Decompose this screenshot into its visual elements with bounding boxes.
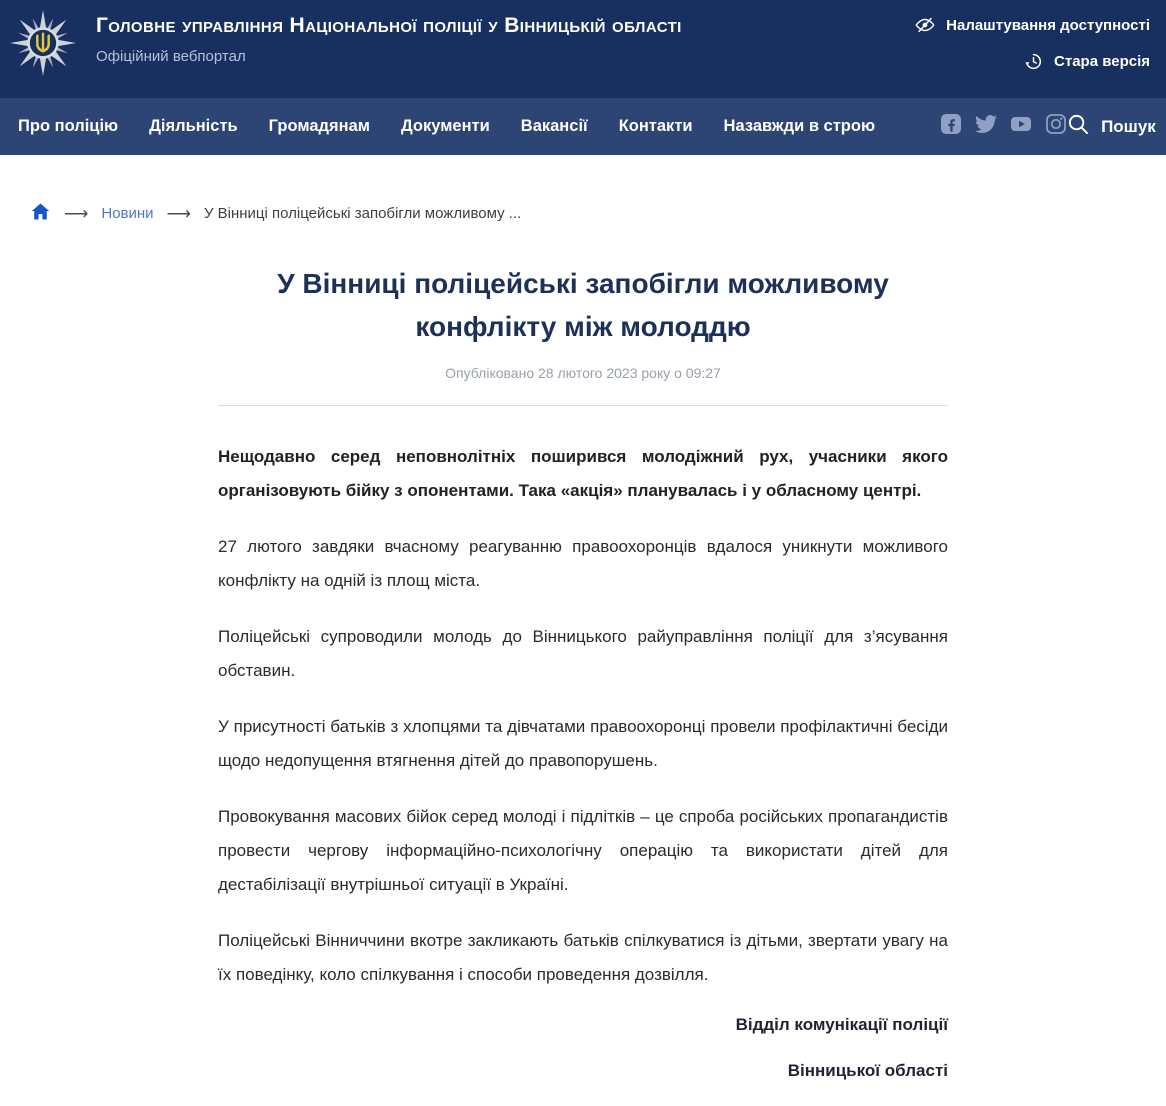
article-paragraph: У присутності батьків з хлопцями та дівчатами правоохоронці провели профілактичні бесіди щодо недопущення втягнення дітей до правопорушень. [218, 716, 948, 770]
nav-item-citizens[interactable]: Громадянам [268, 117, 370, 135]
article-paragraph: Провокування масових бійок серед молоді і підлітків – це спроба російських пропагандистів провести чергову інформаційно-психологічну операцію та використати дітей для дестабілізації внутрішньої ситуації в Україні. [218, 806, 948, 894]
instagram-icon[interactable] [1045, 113, 1067, 140]
search-label: Пошук [1101, 116, 1156, 136]
article [218, 262, 948, 1082]
breadcrumb [30, 201, 1166, 226]
nav-item-documents[interactable]: Документи [400, 117, 490, 135]
accessibility-settings-label: Налаштування доступності [946, 16, 1150, 34]
site-title: Головне управління Національної поліції у Вінницькій області [96, 14, 682, 37]
header-brand[interactable] [10, 8, 682, 98]
article-paragraph: Поліцейські супроводили молодь до Вінницького райуправління поліції для з’ясування обставин. [218, 626, 948, 680]
main-navigation [0, 98, 1166, 155]
article-body [218, 440, 948, 992]
breadcrumb-link-news[interactable]: Новини [101, 205, 154, 222]
facebook-icon[interactable] [940, 113, 962, 140]
site-header [0, 0, 1166, 98]
nav-item-activity[interactable]: Діяльність [149, 117, 238, 135]
article-paragraph: Поліцейські Вінниччини вкотре закликають батьків спілкуватися із дітьми, звертати увагу на їх поведінку, коло спілкування і способи проведення дозвілля. [218, 930, 948, 984]
article-title: У Вінниці поліцейські запобігли можливому конфлікту між молоддю [277, 268, 889, 343]
social-links [940, 113, 1067, 140]
header-utility-links [914, 14, 1150, 98]
old-version-label: Стара версія [1054, 53, 1150, 70]
article-lead-paragraph: Нещодавно серед неповнолітніх поширився молодіжний рух, учасники якого організовують бійку з опонентами. Така «акція» планувалась і у обласному центрі. [218, 446, 948, 500]
accessibility-eye-icon [914, 14, 936, 36]
article-signature [218, 1014, 948, 1082]
old-version-link[interactable] [1023, 51, 1150, 72]
breadcrumb-current-page: У Вінниці поліцейські запобігли можливому ... [203, 205, 522, 222]
signature-department: Відділ комунікації поліції [735, 1014, 948, 1034]
publish-date: Опубліковано 28 лютого 2023 року о 09:27 [445, 364, 721, 381]
nav-item-forever-in-ranks[interactable]: Назавжди в строю [723, 117, 876, 135]
breadcrumb-arrow-icon: ⟶ [64, 203, 89, 223]
accessibility-settings-link[interactable] [914, 14, 1150, 36]
title-divider [218, 405, 948, 406]
site-subtitle: Офіційний вебпортал [96, 48, 246, 65]
search-icon [1067, 113, 1090, 141]
history-clock-icon [1023, 51, 1044, 72]
nav-item-vacancies[interactable]: Вакансії [520, 117, 588, 135]
article-paragraph: 27 лютого завдяки вчасному реагуванню правоохоронців вдалося уникнути можливого конфлікту на одній із площ міста. [218, 536, 948, 590]
breadcrumb-arrow-icon: ⟶ [166, 203, 191, 223]
police-badge-logo-icon [10, 10, 76, 76]
twitter-icon[interactable] [975, 113, 997, 140]
nav-item-about-police[interactable]: Про поліцію [18, 117, 119, 135]
search-button[interactable] [1067, 113, 1156, 141]
youtube-icon[interactable] [1010, 113, 1032, 140]
nav-item-contacts[interactable]: Контакти [618, 117, 693, 135]
home-icon[interactable] [30, 201, 51, 226]
signature-region: Вінницької області [787, 1060, 948, 1080]
